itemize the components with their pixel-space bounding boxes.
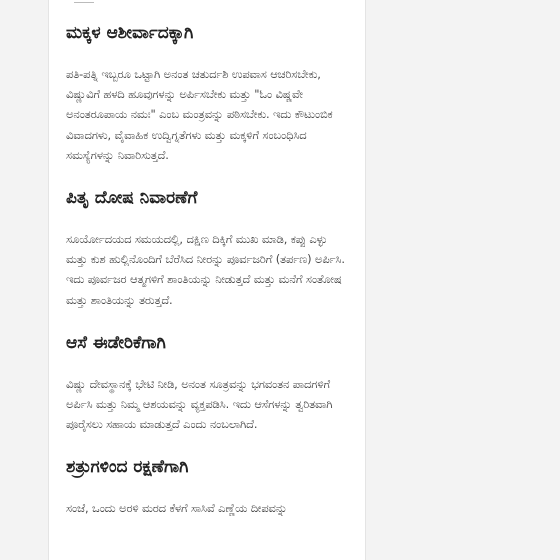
section-pitru-dosha bbox=[66, 187, 349, 310]
section-heading: ಪಿತೃ ದೋಷ ನಿವಾರಣೆಗೆ bbox=[66, 188, 198, 209]
article-card bbox=[48, 0, 366, 560]
section-body: ಸೂರ್ಯೋದಯದ ಸಮಯದಲ್ಲಿ, ದಕ್ಷಿಣ ದಿಕ್ಕಿಗೆ ಮುಖ ಮಾಡಿ, ಕಪ್ಪು ಎಳ್ಳು ಮತ್ತು ಕುಶ ಹುಲ್ಲಿನೊಂದಿಗೆ ಬೆರೆಸಿದ ನೀರನ್ನು ಪೂರ್ವಜರಿಗೆ (ತರ್ಪಣ) ಅರ್ಪಿಸಿ. ಇದು ಪೂರ್ವಜರ ಆತ್ಮಗಳಿಗೆ ಶಾಂತಿಯನ್ನು ನೀಡುತ್ತದೆ ಮತ್ತು ಮನೆಗೆ ಸಂತೋಷ ಮತ್ತು ಶಾಂತಿಯನ್ನು ತರುತ್ತದೆ. bbox=[66, 232, 345, 307]
section-children-blessing bbox=[66, 22, 349, 165]
section-heading: ಶತ್ರುಗಳಿಂದ ರಕ್ಷಣೆಗಾಗಿ bbox=[66, 457, 189, 478]
section-body: ಪತಿ-ಪತ್ನಿ ಇಬ್ಬರೂ ಒಟ್ಟಾಗಿ ಅನಂತ ಚತುರ್ದಶಿ ಉಪವಾಸ ಆಚರಿಸಬೇಕು, ವಿಷ್ಣುವಿಗೆ ಹಳದಿ ಹೂವುಗಳನ್ನು ಅರ್ಪಿಸಬೇಕು ಮತ್ತು "ಓಂ ವಿಷ್ಣವೇ ಅನಂತರೂಪಾಯ ನಮಃ" ಎಂಬ ಮಂತ್ರವನ್ನು ಪಠಿಸಬೇಕು. ಇದು ಕೌಟುಂಬಿಕ ವಿವಾದಗಳು, ವೈವಾಹಿಕ ಉದ್ವಿಗ್ನತೆಗಳು ಮತ್ತು ಮಕ್ಕಳಿಗೆ ಸಂಬಂಧಿಸಿದ ಸಮಸ್ಯೆಗಳನ್ನು ನಿವಾರಿಸುತ್ತದೆ. bbox=[66, 67, 333, 162]
section-heading: ಆಸೆ ಈಡೇರಿಕೆಗಾಗಿ bbox=[66, 332, 166, 353]
section-body: ವಿಷ್ಣು ದೇವಸ್ಥಾನಕ್ಕೆ ಭೇಟಿ ನೀಡಿ, ಅನಂತ ಸೂತ್ರವನ್ನು ಭಗವಂತನ ಪಾದಗಳಿಗೆ ಅರ್ಪಿಸಿ ಮತ್ತು ನಿಮ್ಮ ಆಶಯವನ್ನು ವ್ಯಕ್ತಪಡಿಸಿ. ಇದು ಆಸೆಗಳನ್ನು ತ್ವರಿತವಾಗಿ ಪೂರೈಸಲು ಸಹಾಯ ಮಾಡುತ್ತದೆ ಎಂದು ನಂಬಲಾಗಿದೆ. bbox=[66, 376, 333, 432]
section-wish-fulfillment bbox=[66, 332, 349, 435]
section-body: ಸಂಜೆ, ಒಂದು ಅರಳಿ ಮರದ ಕೆಳಗೆ ಸಾಸಿವೆ ಎಣ್ಣೆಯ ದೀಪವನ್ನು bbox=[66, 501, 288, 516]
section-enemy-protection bbox=[66, 456, 349, 518]
divider bbox=[74, 0, 94, 3]
section-heading: ಮಕ್ಕಳ ಆಶೀರ್ವಾದಕ್ಕಾಗಿ bbox=[66, 23, 194, 43]
